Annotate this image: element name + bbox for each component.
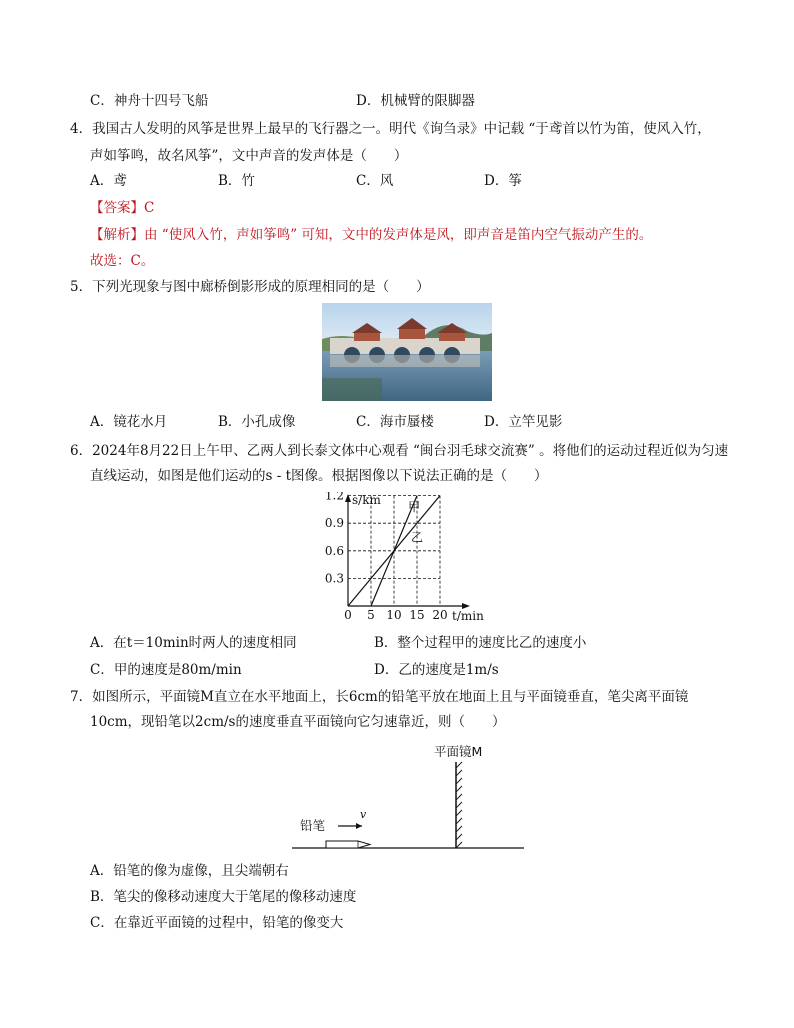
q6-stem-line1: 6．2024年8月22日上午甲、乙两人到长泰文体中心观看 “闽台羽毛球交流赛” 。将他们的运动过程近似为匀速 <box>70 443 729 459</box>
x-tick-label: 5 <box>367 608 375 622</box>
q4-analysis <box>90 226 652 244</box>
y-axis-label: s/km <box>352 493 381 507</box>
q6-option-d: D．乙的速度是1m/s <box>374 662 499 678</box>
mirror-label: 平面镜M <box>434 744 483 759</box>
x-tick-label: 20 <box>432 608 448 622</box>
answer-tag: 【答案】 <box>90 200 144 216</box>
s-t-chart-svg <box>318 492 488 628</box>
q4-stem-line1: 4．我国古人发明的风筝是世界上最早的飞行器之一。明代《询刍录》中记载 “于鸢首以竹为笛，使风入竹， <box>70 121 711 137</box>
bridge-reflection-photo <box>322 303 492 401</box>
bridge-photo-svg <box>322 303 492 401</box>
q4-stem-line2: 声如筝鸣，故名风筝”，文中声音的发声体是（ ） <box>90 148 408 164</box>
y-tick-label: 0.3 <box>324 571 344 586</box>
mirror-pencil-figure <box>290 740 530 855</box>
mirror-figure-svg <box>290 740 530 855</box>
velocity-label: v <box>360 808 367 821</box>
q4-option-a: A．鸢 <box>90 173 127 189</box>
q6-stem-line2: 直线运动，如图是他们运动的s - t图像。根据图像以下说法正确的是（ ） <box>90 468 548 484</box>
q5-option-b: B．小孔成像 <box>218 414 296 430</box>
q5-stem: 5．下列光现象与图中廊桥倒影形成的原理相同的是（ ） <box>70 279 430 295</box>
q5-option-c: C．海市蜃楼 <box>356 414 434 430</box>
q3-option-d: D．机械臂的限脚器 <box>356 93 475 109</box>
x-axis-label: t/min <box>452 609 484 623</box>
pencil-label: 铅笔 <box>300 818 326 833</box>
q7-option-b: B．笔尖的像移动速度大于笔尾的像移动速度 <box>90 889 357 905</box>
q6-option-a: A．在t＝10min时两人的速度相同 <box>90 635 297 651</box>
s-t-chart <box>318 492 488 628</box>
q7-stem-line1: 7．如图所示，平面镜M直立在水平地面上，长6cm的铅笔平放在地面上且与平面镜垂直，笔尖离平面镜 <box>70 689 689 705</box>
y-tick-label: 0.9 <box>324 516 344 531</box>
q7-stem-line2: 10cm，现铅笔以2cm/s的速度垂直平面镜向它匀速靠近，则（ ） <box>90 714 506 730</box>
q4-conclusion: 故选：C。 <box>90 253 155 269</box>
analysis-text: 由 “使风入竹，声如筝鸣” 可知，文中的发声体是风，即声音是笛内空气振动产生的。 <box>144 227 653 243</box>
q4-option-c: C．风 <box>356 173 394 189</box>
analysis-tag: 【解析】 <box>90 227 144 243</box>
y-tick-label: 0.6 <box>324 543 344 558</box>
q4-answer <box>90 199 154 217</box>
x-tick-label: 15 <box>409 608 425 622</box>
series-label-jia: 甲 <box>408 499 421 514</box>
y-tick-label: 1.2 <box>324 492 344 503</box>
q4-option-d: D．筝 <box>484 173 522 189</box>
q5-option-d: D．立竿见影 <box>484 414 563 430</box>
q3-option-c: C．神舟十四号飞船 <box>90 93 209 109</box>
q7-option-c: C．在靠近平面镜的过程中，铅笔的像变大 <box>90 915 344 931</box>
q4-option-b: B．竹 <box>218 173 255 189</box>
answer-value: C <box>144 200 155 216</box>
x-tick-label: 0 <box>344 608 352 622</box>
q5-option-a: A．镜花水月 <box>90 414 168 430</box>
q6-option-b: B．整个过程甲的速度比乙的速度小 <box>374 635 587 651</box>
series-label-yi: 乙 <box>411 530 424 545</box>
q6-option-c: C．甲的速度是80m/min <box>90 662 242 678</box>
x-tick-label: 10 <box>386 608 402 622</box>
q7-option-a: A．铅笔的像为虚像，且尖端朝右 <box>90 863 289 879</box>
